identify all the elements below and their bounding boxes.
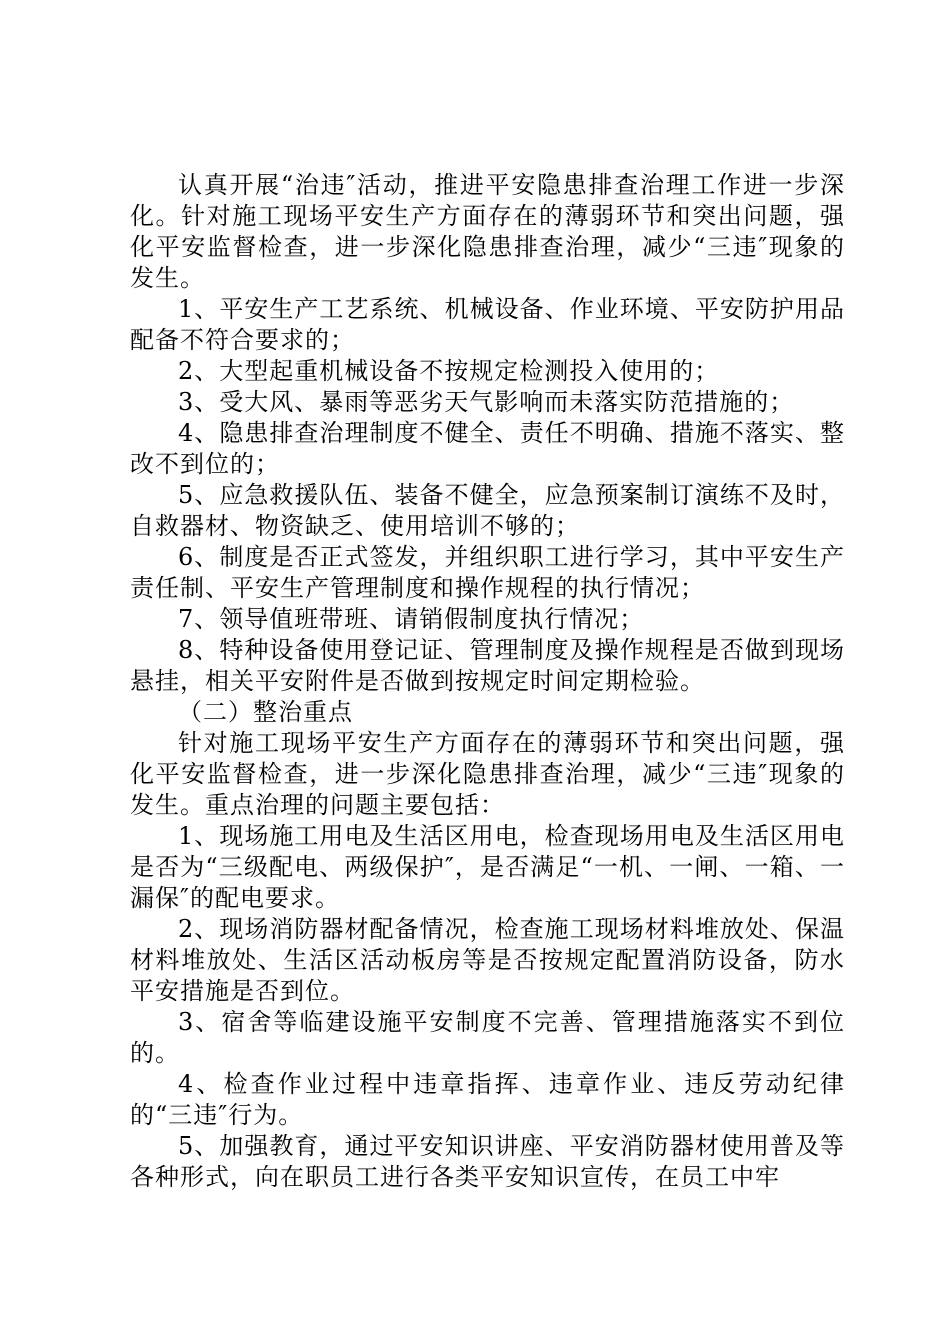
section-intro-paragraph: 针对施工现场平安生产方面存在的薄弱环节和突出问题，强化平安监督检查，进一步深化隐患排查治理，减少“三违″现象的发生。重点治理的问题主要包括： xyxy=(130,729,845,819)
list-item: 5、加强教育，通过平安知识讲座、平安消防器材使用普及等各种形式，向在职员工进行各类平安知识宣传，在员工中牢 xyxy=(130,1132,845,1191)
list-item: 4、检查作业过程中违章指挥、违章作业、违反劳动纪律的“三违″行为。 xyxy=(130,1070,845,1129)
intro-paragraph: 认真开展“治违″活动，推进平安隐患排查治理工作进一步深化。针对施工现场平安生产方面存在的薄弱环节和突出问题，强化平安监督检查，进一步深化隐患排查治理，减少“三违″现象的发生。 xyxy=(130,171,845,292)
list-item: 5、应急救援队伍、装备不健全，应急预案制订演练不及时，自救器材、物资缺乏、使用培训不够的； xyxy=(130,481,845,540)
list-item: 1、平安生产工艺系统、机械设备、作业环境、平安防护用品配备不符合要求的； xyxy=(130,295,845,354)
list-item: 8、特种设备使用登记证、管理制度及操作规程是否做到现场悬挂，相关平安附件是否做到按规定时间定期检验。 xyxy=(130,636,845,695)
section-heading: （二）整治重点 xyxy=(178,698,353,726)
list-item: 4、隐患排查治理制度不健全、责任不明确、措施不落实、整改不到位的； xyxy=(130,419,845,478)
list-item: 1、现场施工用电及生活区用电，检查现场用电及生活区用电是否为“三级配电、两级保护″，是否满足“一机、一闸、一箱、一漏保″的配电要求。 xyxy=(130,822,845,912)
document-body xyxy=(130,170,845,1193)
list-item: 2、大型起重机械设备不按规定检测投入使用的； xyxy=(178,357,720,385)
list-item: 6、制度是否正式签发，并组织职工进行学习，其中平安生产责任制、平安生产管理制度和操作规程的执行情况； xyxy=(130,543,845,602)
list-item: 2、现场消防器材配备情况，检查施工现场材料堆放处、保温材料堆放处、生活区活动板房等是否按规定配置消防设备，防水平安措施是否到位。 xyxy=(130,915,845,1005)
list-item: 3、宿舍等临建设施平安制度不完善、管理措施落实不到位的。 xyxy=(130,1008,845,1067)
list-item: 7、领导值班带班、请销假制度执行情况； xyxy=(178,605,645,633)
list-item: 3、受大风、暴雨等恶劣天气影响而未落实防范措施的； xyxy=(178,388,795,416)
